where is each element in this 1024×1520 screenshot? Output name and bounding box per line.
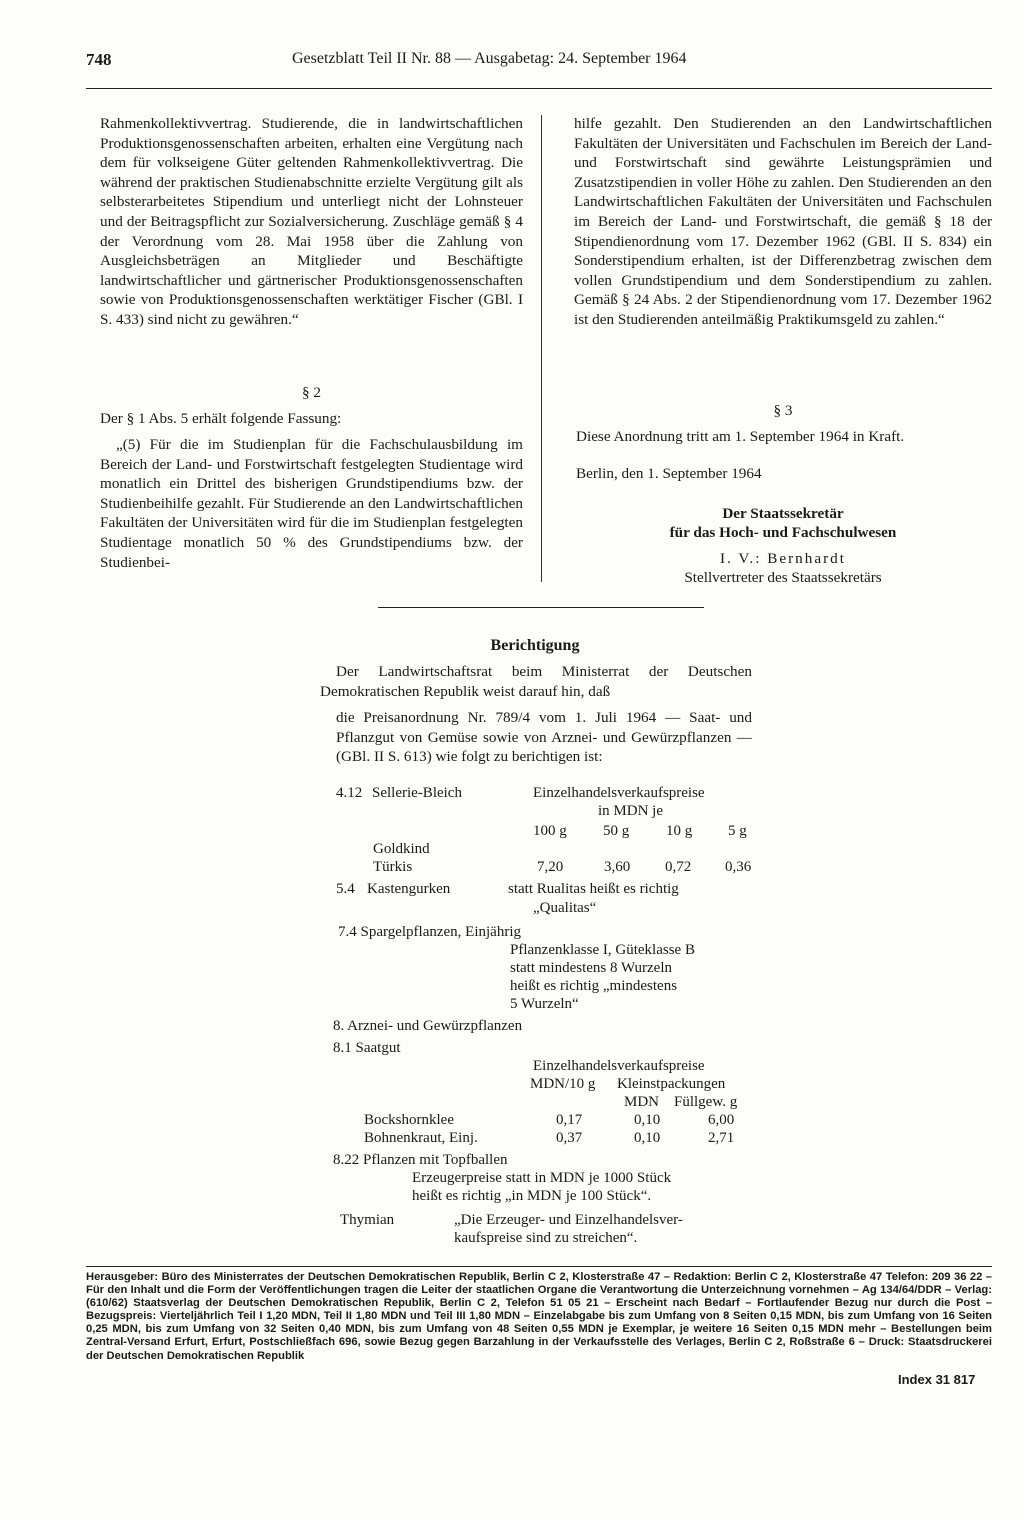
col-header: 100 g [533,823,567,839]
index-number: Index 31 817 [898,1372,976,1387]
correction-text: Erzeugerpreise statt in MDN je 1000 Stück [412,1170,672,1186]
correction-text: „Die Erzeuger- und Einzelhandelsver- [454,1212,683,1228]
correction-text: heißt es richtig „in MDN je 100 Stück“. [412,1188,652,1204]
footer-rule [86,1266,992,1267]
publisher-imprint: Herausgeber: Büro des Ministerrates der Deutschen Demokratischen Republik, Berlin C 2, Klosterstraße 47 – Redaktion: Berlin C 2, Klosterstraße 47 Telefon: 209 36 22 – Für den Inhalt und die Form der Veröffentlichungen tragen die Leiter der staatlichen Organe die Verantwortung die Unterzeichnung vornehmen – Ag 134/64/DDR – Verlag: (610/62) Staatsverlag der Deutschen Demokratischen Republik, Berlin C 2, Telefon 51 05 21 – Erscheint nach Bedarf – Fortlaufender Bezug nur durch die Post – Bezugspreis: Vierteljährlich Teil I 1,20 MDN, Teil II 1,80 MDN und Teil III 1,80 MDN – Einzelabgabe bis zum Umfang von 8 Seiten 0,15 MDN, bis zum Umfang von 16 Seiten 0,25 MDN, bis zum Umfang von 32 Seiten 0,40 MDN, bis zum Umfang von 48 Seiten 0,55 MDN je Exemplar, je weitere 16 Seiten 0,15 MDN mehr – Bestellungen beim Zentral-Versand Erfurt, Erfurt, Postschließfach 696, sowie Bezug gegen Barzahlung in der Verkaufsstelle des Verlages, Berlin C 2, Roßstraße 6 – Druck: Staatsdruckerei der Deutschen Demokratischen Republik [86,1271,992,1362]
item-line: 8.22 Pflanzen mit Topfballen [333,1152,508,1168]
plant-name: Bockshornklee [364,1112,454,1128]
section-3-heading: § 3 [773,402,793,419]
variety-name: Goldkind [373,841,430,857]
correction-intro: Der Landwirtschaftsrat beim Ministerrat der Deutschen Demokratischen Republik weist darauf hin, daß [320,663,752,700]
gazette-title: Gesetzblatt Teil II Nr. 88 — Ausgabetag: 24. September 1964 [292,50,687,67]
col-header: Kleinstpackungen [617,1076,726,1092]
correction-heading: Berichtigung [490,637,580,654]
correction-text: Pflanzenklasse I, Güteklasse B [510,942,695,958]
price-cell: 0,37 [556,1130,583,1146]
col-header: MDN [624,1094,660,1110]
section-2-heading: § 2 [302,384,321,401]
col-header: 50 g [603,823,630,839]
left-paragraph: Rahmenkollektivvertrag. Studierende, die in landwirtschaftlichen Produktionsgenossenschaften arbeiten, erhalten eine Vergütung nach dem für volkseigene Güter geltenden Rahmenkollektivvertrag. Die während der praktischen Studienabschnitte erzielte Vergütung gilt als selbsterarbeitetes Stipendium und unterliegt nicht der Lohnsteuer und der Beitragspflicht zur Sozialversicherung. Zuschläge gemäß § 4 der Verordnung vom 28. Mai 1958 über die Zahlung von Ausgleichsbeträgen an Mitglieder und Beschäftigte landwirtschaftlicher und gärtnerischer Produktionsgenossenschaften sowie von Produktionsgenossenschaften werktätiger Fischer (GBl. I S. 433) sind nicht zu gewähren.“ [100,115,523,328]
page-number: 748 [86,50,112,69]
item-number: 4.12 [336,785,363,801]
price-cell: 3,60 [604,859,631,875]
price-cell: 6,00 [708,1112,735,1128]
price-cell: 7,20 [537,859,564,875]
section-3-text: Diese Anordnung tritt am 1. September 1964 in Kraft. [576,428,905,445]
right-paragraph: hilfe gezahlt. Den Studierenden an den Landwirtschaftlichen Fakultäten der Universitäten und Fachschulen im Bereich der Land- und Forstwirtschaft sind gewährte Leistungsprämien und Zusatzstipendien in voller Höhe zu zahlen. Den Studierenden an den Landwirtschaftlichen Fakultäten der Universitäten und Fachschulen im Bereich der Land- und Forstwirtschaft, die gemäß § 18 der Stipendienordnung vom 17. Dezember 1962 (GBl. II S. 834) ein Sonderstipendium erhalten, ist der Differenzbetrag zwischen dem vollen Grundstipendium und dem Sonderstipendium zu zahlen. Gemäß § 24 Abs. 2 der Stipendienordnung vom 17. Dezember 1962 ist den Studierenden anteilmäßig Praktikumsgeld zu zahlen.“ [574,115,992,328]
signatory-role: Stellvertreter des Staatssekretärs [684,569,882,586]
price-cell: 0,36 [725,859,752,875]
correction-text: heißt es richtig „mindestens [510,978,678,994]
correction-text: statt Rualitas heißt es richtig [508,881,679,897]
date-line: Berlin, den 1. September 1964 [576,465,762,482]
item-name: Kastengurken [367,881,451,897]
price-cell: 2,71 [708,1130,735,1146]
signatory-name: I. V.: Bernhardt [720,550,846,567]
col-header: 5 g [728,823,747,839]
item-line: 8. Arznei- und Gewürzpflanzen [333,1018,523,1034]
section-rule [378,607,704,608]
correction-text: statt mindestens 8 Wurzeln [510,960,673,976]
price-cell: 0,10 [634,1130,661,1146]
price-subheader: in MDN je [598,803,663,819]
price-cell: 0,10 [634,1112,661,1128]
correction-text: 5 Wurzeln“ [510,996,579,1012]
price-header: Einzelhandelsverkaufspreise [533,785,705,801]
price-header: Einzelhandelsverkaufspreise [533,1058,705,1074]
header-rule [86,88,992,89]
col-header: Füllgew. g [674,1094,738,1110]
plant-name: Thymian [340,1212,395,1228]
col-header: MDN/10 g [530,1076,596,1092]
signatory-title-1: Der Staatssekretär [722,505,844,522]
column-divider [541,115,542,582]
section-2-text: „(5) Für die im Studienplan für die Fachschulausbildung im Bereich der Land- und Forstwirtschaft festgelegten Studientage wird monatlich ein Drittel des bisherigen Grundstipendiums bzw. der Studienbeihilfe gezahlt. Für Studierende an den Landwirtschaftlichen Fakultäten der Universitäten wird für die im Studienplan festgelegten Studientage monatlich 50 % des Grundstipendiums bzw. der Studienbei- [100,436,523,571]
variety-name: Türkis [373,859,413,875]
item-number: 5.4 [336,881,355,897]
item-line: 7.4 Spargelpflanzen, Einjährig [338,924,522,940]
correction-text: kaufspreise sind zu streichen“. [454,1230,638,1246]
correction-text: „Qualitas“ [533,900,597,916]
correction-reference: die Preisanordnung Nr. 789/4 vom 1. Juli 1964 — Saat- und Pflanzgut von Gemüse sowie von Arznei- und Gewürzpflanzen — (GBl. II S. 613) wie folgt zu berichtigen ist: [336,709,752,766]
signatory-title-2: für das Hoch- und Fachschulwesen [669,524,897,541]
section-2-intro: Der § 1 Abs. 5 erhält folgende Fassung: [100,410,342,427]
item-name: Sellerie-Bleich [372,785,462,801]
col-header: 10 g [666,823,693,839]
price-cell: 0,72 [665,859,692,875]
item-line: 8.1 Saatgut [333,1040,401,1056]
plant-name: Bohnenkraut, Einj. [364,1130,478,1146]
price-cell: 0,17 [556,1112,583,1128]
